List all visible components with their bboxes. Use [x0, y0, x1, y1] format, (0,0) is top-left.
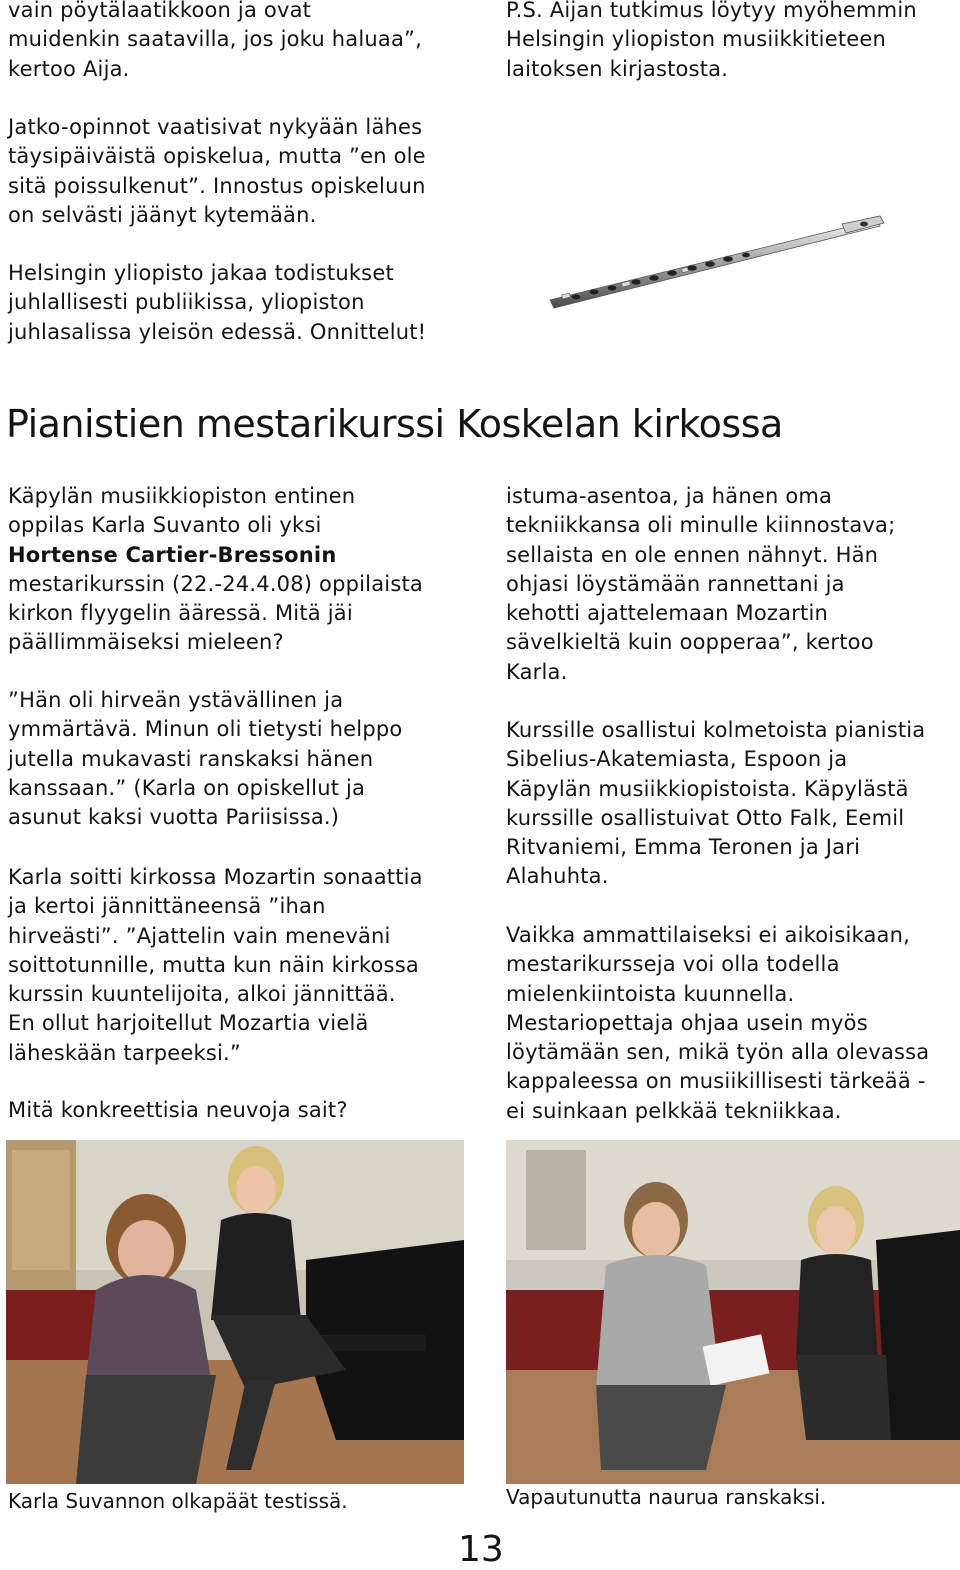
conclusion-paragraph: Vaikka ammattilaiseksi ei aikoisikaan, mestarikursseja voi olla todella mielenkiintoista kuunnella. Mestariopettaja ohjaa usein myös löytämään sen, mikä työn alla olevassa kappaleessa on musiikillisesti tärkeää - ei suinkaan pelkkää tekniikkaa.	[506, 923, 930, 1123]
studies-paragraph: Jatko-opinnot vaatisivat nykyään lähes täysipäiväistä opiskelua, mutta ”en ole sitä poissulkenut”. Innostus opiskeluun on selvästi jäänyt kytemään.	[8, 115, 426, 227]
teacher-name: Hortense Cartier-Bressonin	[8, 542, 337, 567]
intro-paragraph: Käpylän musiikkiopiston entinen oppilas Karla Suvanto oli yksi Hortense Cartier-Bressonin mestarikurssin (22.-24.4.08) oppilaista kirkon flyygelin ääressä. Mitä jäi päällimmäiseksi mieleen?	[8, 484, 423, 655]
article-headline: Pianistien mestarikurssi Koskelan kirkossa	[6, 402, 783, 446]
photo-shoulders	[6, 1140, 464, 1484]
photo-laughter	[506, 1140, 960, 1484]
flute-image	[546, 212, 886, 312]
continuation-paragraph: vain pöytälaatikkoon ja ovat muidenkin saatavilla, jos joku haluaa”, kertoo Aija.	[8, 0, 422, 81]
ceremony-paragraph: Helsingin yliopisto jakaa todistukset juhlallisesti publiikissa, yliopiston juhlasalissa yleisön edessä. Onnittelut!	[8, 261, 427, 344]
mozart-paragraph: Karla soitti kirkossa Mozartin sonaattia ja kertoi jännittäneensä ”ihan hirveästi”. ”Ajattelin vain meneväni soittotunnille, mutta kun näin kirkossa kurssin kuuntelijoita, alkoi jännittää. En ollut harjoitellut Mozartia vielä läheskään tarpeeksi.”	[8, 865, 423, 1065]
question-paragraph: Mitä konkreettisia neuvoja sait?	[8, 1098, 348, 1122]
participants-paragraph: Kurssille osallistui kolmetoista pianistia Sibelius-Akatemiasta, Espoon ja Käpylän musiikkiopistoista. Käpylästä kurssille osallistuivat Otto Falk, Eemil Ritvaniemi, Emma Teronen ja Jari Alahuhta.	[506, 718, 926, 889]
page-number: 13	[458, 1529, 504, 1570]
answer-paragraph: istuma-asentoa, ja hänen oma tekniikkansa oli minulle kiinnostava; sellaista en ole ennen nähnyt. Hän ohjasi löystämään rannettani ja kehotti ajattelemaan Mozartin sävelkieltä kuin oopperaa”, kertoo Karla.	[506, 484, 896, 684]
quote-paragraph: ”Hän oli hirveän ystävällinen ja ymmärtävä. Minun oli tietysti helppo jutella mukavasti ranskaksi hänen kanssaan.” (Karla on opiskellut ja asunut kaksi vuotta Pariisissa.)	[8, 688, 403, 830]
ps-paragraph: P.S. Aijan tutkimus löytyy myöhemmin Helsingin yliopiston musiikkitieteen laitoksen kirjastosta.	[506, 0, 917, 81]
right-photo-caption: Vapautunutta naurua ranskaksi.	[506, 1485, 827, 1509]
left-photo-caption: Karla Suvannon olkapäät testissä.	[8, 1489, 348, 1513]
